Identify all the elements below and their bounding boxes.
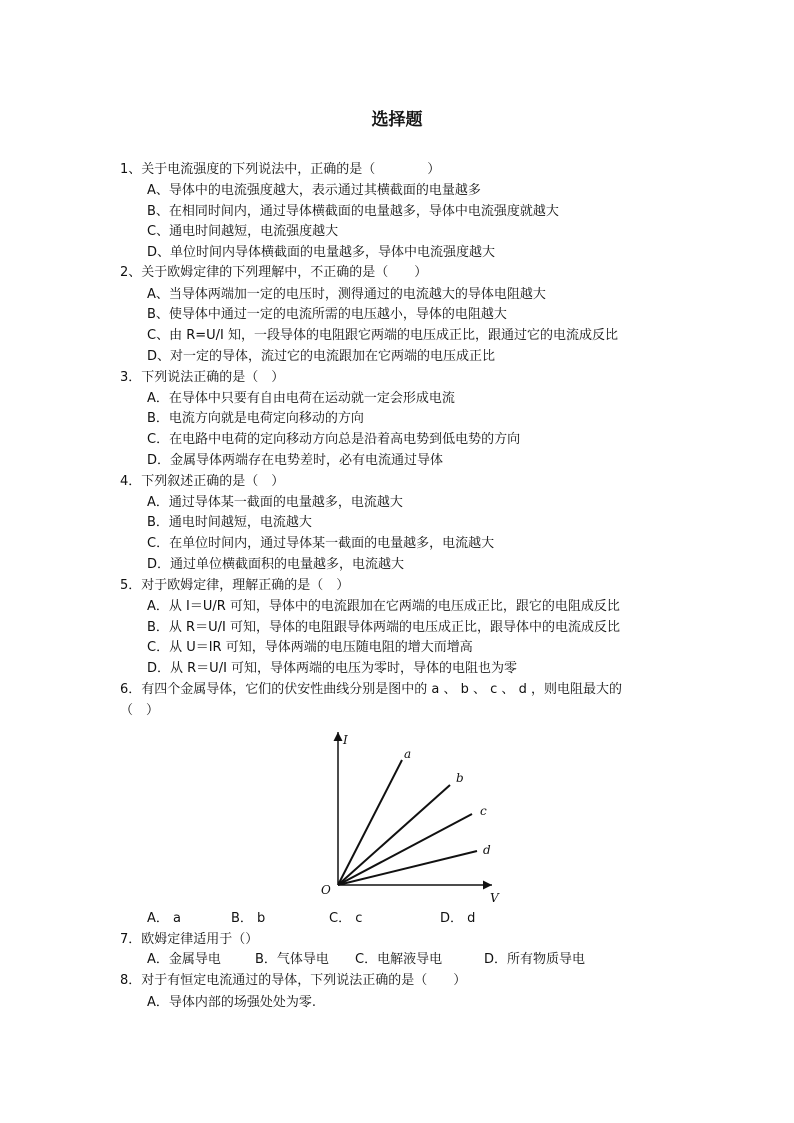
question-4-option-d: D．通过单位横截面积的电量越多，电流越大 [147,557,405,572]
question-6-stem: 6．有四个金属导体，它们的伏安性曲线分别是图中的 a 、 b 、 c 、 d ，则电阻最大的 [120,682,622,697]
question-2-option-d: D、对一定的导体，流过它的电流跟加在它两端的电压成正比 [147,349,496,364]
question-4-option-a: A．通过导体某一截面的电量越多，电流越大 [147,495,403,510]
question-3-option-c: C．在电路中电荷的定向移动方向总是沿着高电势到低电势的方向 [147,432,521,447]
question-4-stem: 4．下列叙述正确的是（ ） [120,474,285,489]
question-1-stem: 1、关于电流强度的下列说法中，正确的是（ ） [120,162,441,177]
line-a [338,760,402,885]
question-1-option-d: D、单位时间内导体横截面的电量越多，导体中电流强度越大 [147,245,496,260]
x-axis-label: V [490,891,499,905]
question-5-option-d: D．从 R＝U/I 可知，导体两端的电压为零时，导体的电阻也为零 [147,661,518,676]
question-1-option-a: A、导体中的电流强度越大，表示通过其横截面的电量越多 [147,183,481,198]
y-axis-label: I [343,733,348,747]
question-2-stem: 2、关于欧姆定律的下列理解中，不正确的是（ ） [120,265,428,280]
question-5-option-a: A．从 I＝U/R 可知，导体中的电流跟加在它两端的电压成正比，跟它的电阻成反比 [147,599,620,614]
question-6-options [147,909,567,928]
question-4-option-c: C．在单位时间内，通过导体某一截面的电量越多，电流越大 [147,536,495,551]
line-d-label: d [483,843,491,857]
question-2-option-b: B、使导体中通过一定的电流所需的电压越小，导体的电阻越大 [147,307,507,322]
line-c-label: c [480,804,487,818]
question-6-stem-cont: （ ） [120,703,160,718]
question-5-stem: 5．对于欧姆定律，理解正确的是（ ） [120,578,350,593]
question-5-option-b: B．从 R＝U/I 可知，导体的电阻跟导体两端的电压成正比，跟导体中的电流成反比 [147,620,620,635]
question-3-option-d: D．金属导体两端存在电势差时，必有电流通过导体 [147,453,444,468]
question-5-option-c: C．从 U＝IR 可知，导体两端的电压随电阻的增大而增高 [147,640,473,655]
question-7-option-b: B．气体导电 [255,952,329,967]
question-4-option-b: B．通电时间越短，电流越大 [147,515,312,530]
iv-graph [310,722,510,907]
question-7-stem: 7．欧姆定律适用于（） [120,932,259,947]
question-3-option-b: B．电流方向就是电荷定向移动的方向 [147,411,364,426]
question-6-option-c: C． c [329,911,363,926]
question-6-option-b: B． b [231,911,266,926]
question-7-option-d: D．所有物质导电 [484,952,586,967]
question-3-option-a: A．在导体中只要有自由电荷在运动就一定会形成电流 [147,391,455,406]
question-6-option-d: D． d [440,911,476,926]
question-8-stem: 8．对于有恒定电流通过的导体，下列说法正确的是（ ） [120,973,467,988]
page-title: 选择题 [371,110,423,130]
question-7-options [147,950,627,969]
question-6-option-a: A． a [147,911,181,926]
question-8-option-a: A．导体内部的场强处处为零. [147,995,317,1010]
question-2-option-c: C、由 R=U/I 知，一段导体的电阻跟它两端的电压成正比，跟通过它的电流成反比 [147,328,618,343]
question-2-option-a: A、当导体两端加一定的电压时，测得通过的电流越大的导体电阻越大 [147,287,546,302]
origin-label: O [321,883,331,897]
question-1-option-b: B、在相同时间内，通过导体横截面的电量越多，导体中电流强度就越大 [147,204,559,219]
question-7-option-a: A．金属导电 [147,952,221,967]
question-1-option-c: C、通电时间越短，电流强度越大 [147,224,339,239]
question-3-stem: 3．下列说法正确的是（ ） [120,370,285,385]
question-7-option-c: C．电解液导电 [355,952,443,967]
line-b-label: b [456,771,464,785]
line-a-label: a [404,747,412,761]
line-d [338,851,477,885]
